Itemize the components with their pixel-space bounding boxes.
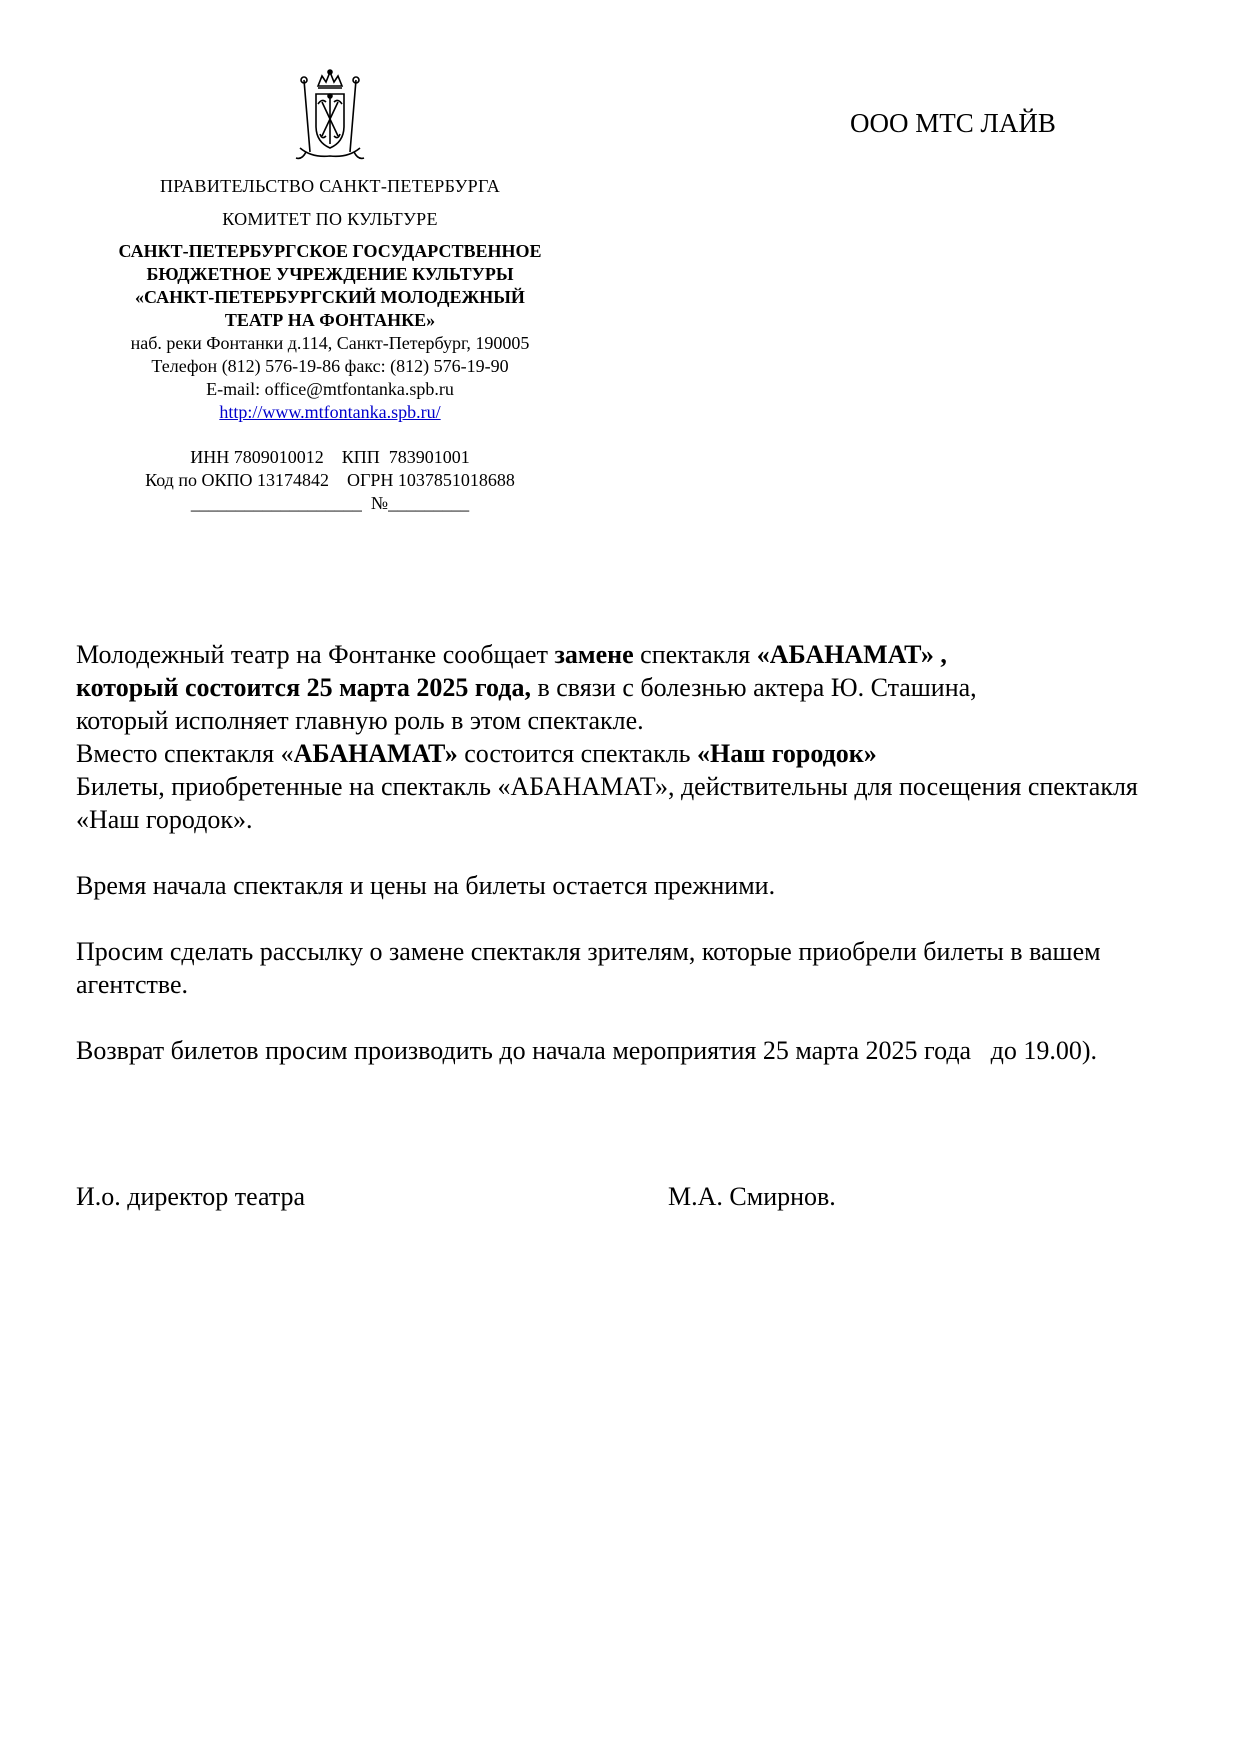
org-line: БЮДЖЕТНОЕ УЧРЕЖДЕНИЕ КУЛЬТУРЫ (146, 264, 514, 284)
okpo-ogrn: Код по ОКПО 13174842 ОГРН 1037851018688 (145, 470, 515, 490)
org-line: ТЕАТР НА ФОНТАНКЕ» (224, 310, 436, 330)
text-run: который исполняет главную роль в этом спектакле. (76, 706, 644, 735)
inn-kpp: ИНН 7809010012 КПП 783901001 (190, 447, 470, 467)
letter-body (76, 638, 1166, 1067)
email: E-mail: office@mtfontanka.spb.ru (206, 379, 454, 399)
addressee: ООО МТС ЛАЙВ (850, 108, 1056, 138)
org-line: САНКТ-ПЕТЕРБУРГСКОЕ ГОСУДАРСТВЕННОЕ (118, 241, 542, 261)
government-name: ПРАВИТЕЛЬСТВО САНКТ-ПЕТЕРБУРГА (159, 176, 501, 196)
bold-run: который состоится 25 марта 2025 года, (76, 673, 531, 702)
phone-fax: Телефон (812) 576-19-86 факс: (812) 576-19-90 (151, 356, 509, 376)
letterhead (60, 68, 600, 515)
spb-coat-of-arms-icon (282, 68, 378, 164)
paragraph-replacement (76, 737, 1166, 770)
bold-run: «Наш городок» (697, 739, 877, 768)
signatory-title: И.о. директор театра (76, 1182, 306, 1211)
paragraph-announcement (76, 638, 1166, 737)
paragraph-tickets-valid: Билеты, приобретенные на спектакль «АБАНАМАТ», действительны для посещения спектакля «Наш городок». (76, 772, 1138, 834)
committee-name: КОМИТЕТ ПО КУЛЬТУРЕ (222, 209, 438, 229)
bold-run: АБАНАМАТ» (293, 739, 458, 768)
text-run: Вместо спектакля « (76, 739, 294, 768)
text-run: в связи с болезнью актера Ю. Сташина, (530, 673, 977, 702)
paragraph-refund: Возврат билетов просим производить до начала мероприятия 25 марта 2025 года до 19.00). (76, 1036, 1097, 1065)
address: наб. реки Фонтанки д.114, Санкт-Петербург, 190005 (130, 333, 530, 353)
bold-run: замене (554, 640, 634, 669)
website-link[interactable]: http://www.mtfontanka.spb.ru/ (219, 402, 441, 422)
text-run: спектакля (633, 640, 757, 669)
paragraph-mailing-request: Просим сделать рассылку о замене спектакля зрителям, которые приобрели билеты в вашем агентстве. (76, 937, 1101, 999)
text-run: Молодежный театр на Фонтанке сообщает (76, 640, 555, 669)
registration-number-line: ___________________ №_________ (190, 493, 470, 513)
text-run: состоится спектакль (457, 739, 698, 768)
bold-run: «АБАНАМАТ» , (756, 640, 947, 669)
paragraph-time-prices: Время начала спектакля и цены на билеты остается прежними. (76, 871, 776, 900)
org-line: «САНКТ-ПЕТЕРБУРГСКИЙ МОЛОДЕЖНЫЙ (135, 287, 525, 307)
organization-name (60, 240, 600, 332)
signatory-name: М.А. Смирнов. (668, 1182, 836, 1211)
